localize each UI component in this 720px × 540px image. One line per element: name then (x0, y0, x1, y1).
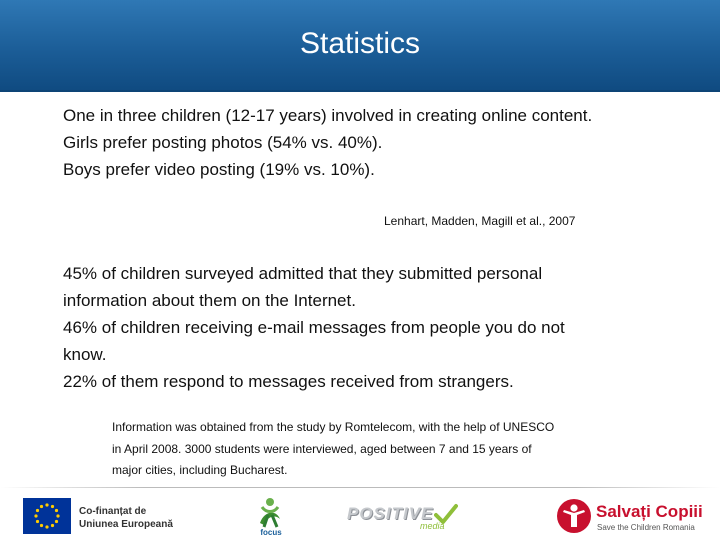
stat-line-4: 45% of children surveyed admitted that they submitted personal (63, 264, 543, 283)
save-the-children-tagline: Save the Children Romania (597, 523, 695, 532)
stat-line-1: One in three children (12-17 years) involved in creating online content. (63, 106, 593, 125)
stat-line-3: Boys prefer video posting (19% vs. 10%). (63, 160, 375, 179)
eu-cofinanced-label: Co-finanțat de (79, 506, 147, 517)
source-note-line-3: major cities, including Bucharest. (112, 463, 288, 477)
source-note-line-2: in April 2008. 3000 students were interviewed, aged between 7 and 15 years of (112, 442, 532, 456)
stat-line-5: information about them on the Internet. (63, 291, 356, 310)
focus-label: focus (260, 528, 282, 537)
stat-line-2: Girls prefer posting photos (54% vs. 40%). (63, 133, 383, 152)
stat-line-8: 22% of them respond to messages received from strangers. (63, 372, 514, 391)
positive-logo-text: POSITIVE (347, 504, 434, 523)
save-the-children-name: Salvați Copiii (596, 502, 703, 521)
citation: Lenhart, Madden, Magill et al., 2007 (384, 214, 576, 228)
stat-line-6: 46% of children receiving e-mail messages from people you do not (63, 318, 565, 337)
eu-flag-logo (23, 498, 71, 534)
media-logo-text: media (420, 521, 445, 531)
slide-title: Statistics (299, 27, 421, 60)
footer-divider (0, 487, 720, 488)
eu-union-label: Uniunea Europeană (79, 519, 173, 530)
save-the-children-logo (556, 498, 592, 534)
stat-line-7: know. (63, 345, 107, 364)
source-note-line-1: Information was obtained from the study by Romtelecom, with the help of UNESCO (112, 420, 555, 434)
